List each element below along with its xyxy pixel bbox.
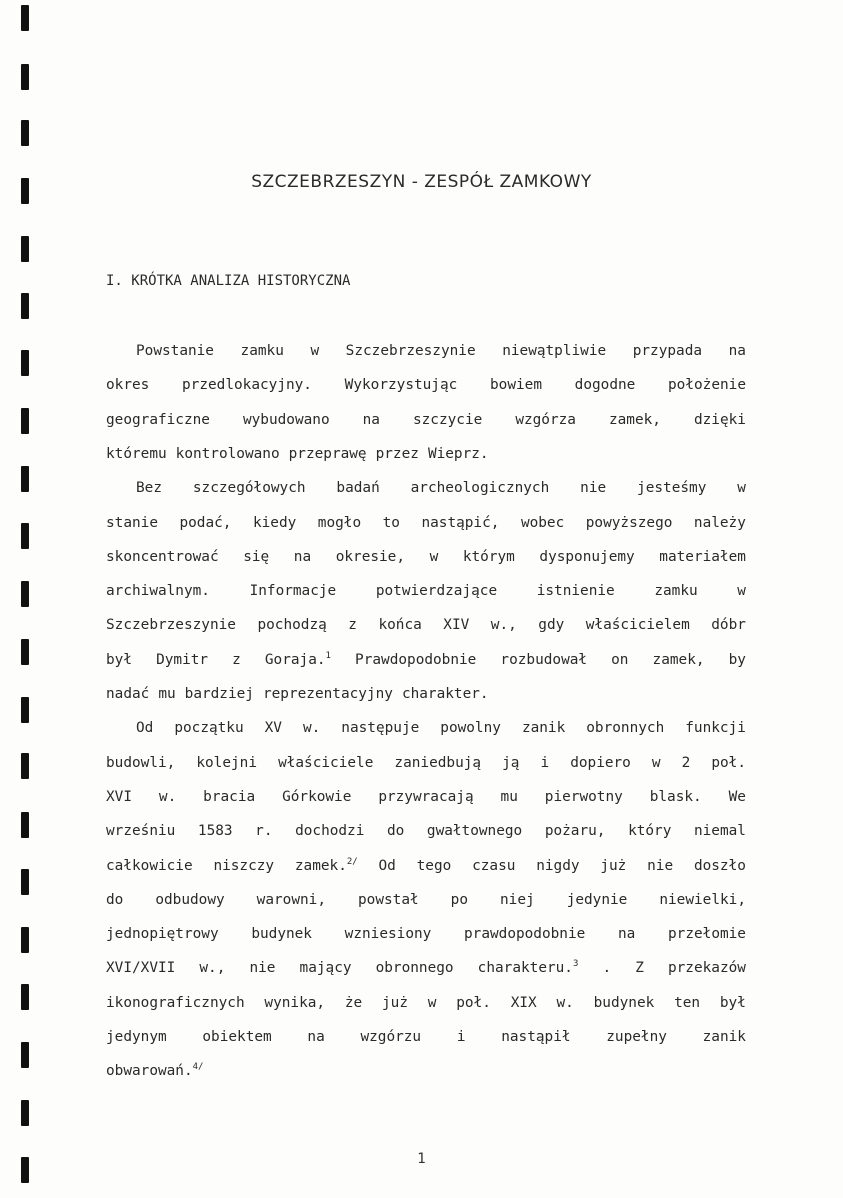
word: przeprawę	[288, 445, 367, 462]
binding-hole	[21, 523, 29, 549]
word: dochodzi	[295, 823, 365, 840]
binding-hole	[21, 293, 29, 319]
binding-hole	[21, 350, 29, 376]
text-line	[106, 753, 746, 773]
word: i	[540, 754, 550, 771]
text-line	[106, 650, 746, 670]
word: charakteru.$^3$	[477, 959, 579, 977]
word: Goraja.$^1$	[264, 650, 331, 668]
binding-hole	[21, 1042, 29, 1068]
word: zamku	[240, 343, 284, 359]
binding-hole	[21, 1100, 29, 1126]
word: powyższego	[585, 514, 673, 531]
word: którym	[462, 548, 515, 565]
word: budynek	[593, 994, 655, 1011]
word: Od	[378, 857, 396, 874]
word: całkowicie	[106, 857, 193, 874]
word: okres	[106, 377, 150, 394]
footnote-marker: 4/	[192, 1062, 204, 1073]
word: .	[602, 960, 612, 977]
word: bardziej	[184, 686, 254, 702]
word: do	[386, 823, 405, 840]
word: zanik	[702, 1029, 746, 1045]
word: prawdopodobnie	[464, 926, 586, 943]
word: w	[310, 343, 320, 359]
word: na	[293, 548, 312, 565]
word: nie	[647, 857, 674, 874]
word: materiałem	[659, 548, 746, 565]
text-line	[106, 787, 746, 807]
word: Bez	[136, 480, 162, 497]
word: pochodzą	[257, 617, 327, 634]
word: wzgórza	[515, 411, 576, 428]
word: obronnych	[586, 720, 665, 737]
word: Informacje	[249, 583, 337, 600]
word: następuje	[341, 720, 420, 737]
word: obronnego	[375, 960, 454, 977]
word: doszło	[693, 857, 746, 874]
word: szczycie	[412, 411, 483, 428]
text-line	[106, 1061, 746, 1081]
word: nie	[249, 960, 276, 977]
binding-hole	[21, 753, 29, 779]
word: Wykorzystując	[344, 377, 458, 394]
text-line	[106, 993, 746, 1013]
word: wzgórzu	[360, 1029, 422, 1045]
word: dysponujemy	[539, 548, 635, 565]
word: przełomie	[668, 926, 746, 943]
word: niej	[500, 891, 535, 908]
word: skoncentrować	[106, 548, 219, 565]
section-heading: I. KRÓTKA ANALIZA HISTORYCZNA	[106, 273, 351, 289]
word: mu	[158, 686, 176, 702]
text-line	[106, 924, 746, 944]
binding-hole	[21, 466, 29, 492]
word: kiedy	[252, 514, 297, 531]
word: gwałtownego	[426, 823, 523, 840]
word: powstał	[358, 891, 419, 908]
word: w	[427, 994, 437, 1011]
word: zaniedbują	[394, 754, 482, 771]
word: jesteśmy	[637, 480, 707, 497]
word: początku	[174, 720, 244, 737]
word: zamek,	[608, 411, 661, 428]
footnote-marker: 2/	[346, 856, 358, 867]
word: wobec	[520, 514, 565, 531]
word: kontrolowano	[175, 445, 280, 462]
word: XIV	[443, 617, 470, 634]
word: tego	[416, 857, 452, 874]
word: na	[728, 343, 746, 359]
word: Prawdopodobnie	[355, 651, 477, 668]
word: obwarowań.$^{4/}$	[106, 1062, 204, 1080]
word: już	[382, 994, 408, 1011]
word: budowli,	[106, 754, 176, 771]
word: jedynym	[106, 1029, 167, 1045]
word: niemal	[693, 823, 746, 840]
word: Z	[635, 960, 644, 977]
word: niszczy	[213, 857, 275, 874]
word: XV	[264, 720, 282, 737]
text-line	[136, 478, 746, 498]
word: poł.	[456, 994, 491, 1011]
word: wzniesiony	[344, 926, 432, 943]
binding-hole	[21, 984, 29, 1010]
word: poł.	[711, 754, 746, 771]
binding-hole	[21, 697, 29, 723]
word: po	[450, 891, 468, 908]
binding-hole	[21, 120, 29, 146]
word: nastąpił	[501, 1029, 571, 1045]
word: geograficzne	[106, 411, 210, 428]
word: i	[456, 1029, 466, 1045]
word: Górkowie	[282, 788, 352, 805]
text-line	[106, 547, 746, 567]
word: Wieprz.	[427, 445, 489, 462]
word: reprezentacyjny	[262, 686, 393, 702]
word: pierwotny	[544, 788, 623, 805]
text-line	[106, 444, 746, 464]
text-line	[106, 821, 746, 841]
word: ten	[674, 994, 701, 1011]
word: przez	[375, 445, 419, 462]
word: podać,	[179, 514, 232, 531]
word: ją	[502, 754, 520, 771]
word: Dymitr	[156, 651, 209, 668]
word: bowiem	[490, 377, 542, 394]
word: r.	[255, 823, 273, 840]
word: Szczebrzeszynie	[106, 617, 236, 634]
word: to	[382, 514, 400, 531]
binding-hole	[21, 5, 29, 31]
word: w.	[158, 788, 177, 805]
word: warowni,	[256, 891, 326, 908]
word: mu	[500, 788, 518, 805]
word: przedlokacyjny.	[182, 377, 312, 394]
text-line	[106, 410, 746, 430]
binding-hole	[21, 869, 29, 895]
text-line	[136, 718, 746, 738]
word: Od	[136, 720, 154, 737]
word: czasu	[472, 857, 516, 874]
word: w	[737, 583, 746, 600]
word: jednopiętrowy	[106, 926, 219, 943]
word: na	[617, 926, 636, 943]
word: odbudowy	[155, 891, 225, 908]
word: z	[232, 651, 241, 668]
word: właściciele	[278, 754, 374, 771]
word: końca	[378, 617, 422, 634]
binding-hole	[21, 64, 29, 90]
text-line	[106, 615, 746, 635]
word: do	[106, 891, 124, 908]
word: ikonograficznych	[106, 994, 245, 1011]
word: bracia	[203, 788, 256, 805]
word: szczegółowych	[192, 480, 306, 497]
word: wrześniu	[106, 823, 176, 840]
word: funkcji	[685, 720, 746, 737]
word: w.	[556, 994, 574, 1011]
text-line	[106, 958, 746, 978]
word: nastąpić,	[421, 514, 500, 531]
page-number: 1	[417, 1151, 426, 1167]
word: on	[611, 651, 629, 668]
word: zamek.$^{2/}$	[294, 856, 358, 874]
word: archiwalnym.	[106, 583, 210, 600]
word: dzięki	[693, 411, 746, 428]
word: dogodne	[574, 377, 636, 394]
binding-hole	[21, 408, 29, 434]
word: zupełny	[606, 1029, 667, 1045]
word: wynika,	[264, 994, 326, 1011]
word: któremu	[106, 445, 167, 462]
word: stanie	[106, 514, 158, 531]
word: archeologicznych	[410, 480, 550, 497]
word: z	[348, 617, 357, 634]
word: dopiero	[570, 754, 631, 771]
word: na	[307, 1029, 325, 1045]
word: mający	[299, 960, 352, 977]
word: charakter.	[401, 686, 489, 702]
binding-hole	[21, 812, 29, 838]
word: We	[728, 788, 746, 805]
word: okresie,	[335, 548, 406, 565]
word: Powstanie	[136, 343, 214, 359]
word: gdy	[538, 617, 565, 634]
text-line	[106, 856, 746, 876]
word: potwierdzające	[375, 583, 498, 600]
word: 2	[681, 754, 691, 771]
word: pożaru,	[544, 823, 606, 840]
word: nadać	[106, 686, 150, 702]
text-line	[106, 581, 746, 601]
word: w.	[302, 720, 321, 737]
word: XIX	[510, 994, 537, 1011]
word: nigdy	[536, 857, 580, 874]
word: powolny	[440, 720, 501, 737]
word: zanik	[521, 720, 566, 737]
word: w.,	[490, 617, 517, 634]
word: który	[628, 823, 672, 840]
binding-hole	[21, 581, 29, 607]
word: XVI/XVII	[106, 960, 176, 977]
word: w	[737, 480, 746, 497]
text-line	[106, 513, 746, 533]
binding-hole	[21, 639, 29, 665]
word: właścicielem	[585, 617, 690, 634]
word: był	[719, 994, 746, 1011]
word: Szczebrzeszynie	[345, 343, 476, 359]
text-line	[136, 341, 746, 361]
text-line	[106, 1027, 746, 1047]
word: dóbr	[711, 617, 746, 634]
word: kolejni	[196, 754, 258, 771]
binding-hole	[21, 236, 29, 262]
word: mogło	[317, 514, 362, 531]
word: należy	[693, 514, 746, 531]
word: zamku	[654, 583, 698, 600]
footnote-marker: 3	[572, 959, 579, 970]
word: rozbudował	[500, 651, 588, 668]
binding-hole	[21, 927, 29, 953]
word: jedynie	[566, 891, 628, 908]
word: niewielki,	[659, 891, 746, 908]
word: nie	[580, 480, 607, 497]
word: już	[600, 857, 627, 874]
word: się	[243, 548, 270, 565]
word: przypada	[632, 343, 703, 359]
word: budynek	[251, 926, 312, 943]
word: XVI	[106, 788, 132, 805]
word: niewątpliwie	[502, 343, 607, 359]
footnote-marker: 1	[325, 650, 331, 661]
word: położenie	[668, 377, 746, 394]
word: przywracają	[378, 788, 474, 805]
word: w.,	[199, 960, 226, 977]
word: by	[728, 651, 746, 668]
word: na	[362, 411, 380, 428]
word: 1583	[197, 823, 233, 840]
word: badań	[336, 480, 380, 497]
document-title: SZCZEBRZESZYN - ZESPÓŁ ZAMKOWY	[251, 172, 592, 192]
word: był	[106, 651, 132, 668]
word: obiektem	[202, 1029, 272, 1045]
text-line	[106, 375, 746, 395]
word: blask.	[649, 788, 702, 805]
word: że	[344, 994, 363, 1011]
word: zamek,	[652, 651, 705, 668]
word: w	[429, 548, 439, 565]
word: wybudowano	[242, 411, 330, 428]
text-line	[106, 684, 746, 704]
word: przekazów	[667, 960, 746, 977]
word: istnienie	[536, 583, 615, 600]
text-line	[106, 890, 746, 910]
word: w	[651, 754, 661, 771]
